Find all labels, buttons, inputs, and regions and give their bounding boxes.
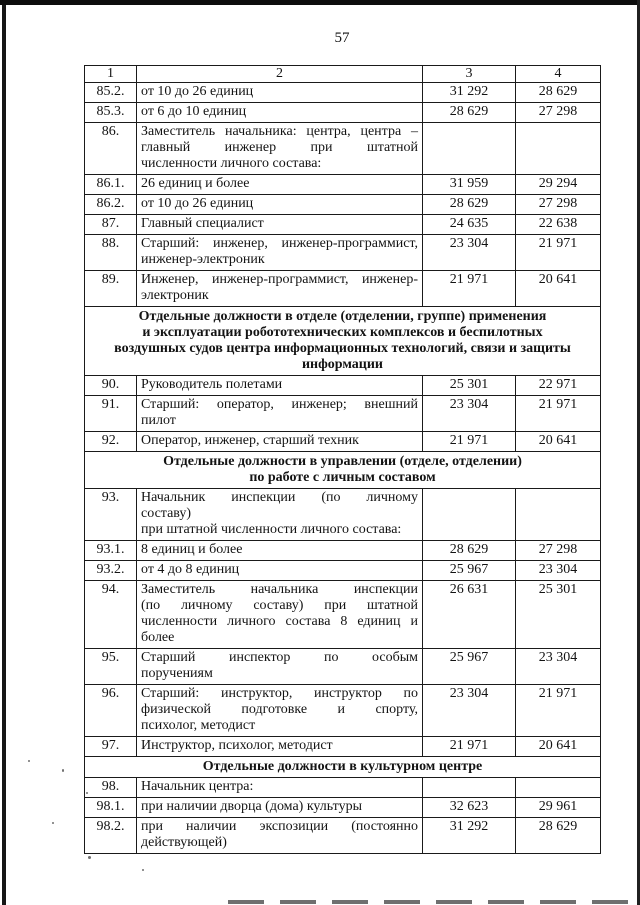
scan-speck <box>88 856 91 859</box>
value-col4-cell: 22 971 <box>516 376 601 396</box>
position-text-line: 26 единиц и более <box>141 176 250 191</box>
row-number-cell: 98. <box>85 778 137 798</box>
position-cell <box>137 561 423 581</box>
scan-border-top <box>0 0 640 5</box>
value-col3-cell: 31 292 <box>423 83 516 103</box>
row-number-cell: 89. <box>85 271 137 307</box>
row-number-cell: 97. <box>85 737 137 757</box>
value-col3-cell: 26 631 <box>423 581 516 649</box>
position-cell <box>137 215 423 235</box>
position-text-line: Руководитель полетами <box>141 377 283 392</box>
value-col4-cell: 21 971 <box>516 235 601 271</box>
position-text-line: электроник <box>141 288 209 303</box>
value-col3-cell: 31 959 <box>423 175 516 195</box>
table-row <box>85 561 601 581</box>
position-text-line: (по личному составу) при штатной <box>141 598 418 613</box>
column-header-3: 3 <box>423 66 516 83</box>
row-number-cell: 96. <box>85 685 137 737</box>
position-cell <box>137 685 423 737</box>
value-col4-cell: 25 301 <box>516 581 601 649</box>
value-col4-cell: 28 629 <box>516 818 601 854</box>
table-row <box>85 432 601 452</box>
scan-speck <box>28 760 30 762</box>
position-text-line: действующей) <box>141 835 227 850</box>
scan-speck <box>52 822 54 824</box>
value-col4-cell: 29 294 <box>516 175 601 195</box>
value-col4-cell: 27 298 <box>516 541 601 561</box>
row-number-cell: 98.2. <box>85 818 137 854</box>
position-text-line: Инструктор, психолог, методист <box>141 738 333 753</box>
position-text-line: поручениям <box>141 666 213 681</box>
position-text-line: от 10 до 26 единиц <box>141 84 254 99</box>
position-text-line: Заместитель начальника: центра, центра – <box>141 124 418 139</box>
position-text-line: Инженер, инженер-программист, инженер- <box>141 272 418 287</box>
value-col4-cell: 20 641 <box>516 432 601 452</box>
table-row <box>85 778 601 798</box>
table-header-row <box>85 66 601 83</box>
position-text-line: Начальник инспекции (по личному <box>141 490 418 505</box>
section-title-line: воздушных судов центра информационных технологий, связи и защиты <box>114 341 571 356</box>
position-text-line: Старший: инженер, инженер-программист, <box>141 236 418 251</box>
position-text-line: Старший: оператор, инженер; внешний <box>141 397 418 412</box>
position-text-line: физической подготовке и спорту, <box>141 702 418 717</box>
value-col3-cell: 25 301 <box>423 376 516 396</box>
column-header-1: 1 <box>85 66 137 83</box>
row-number-cell: 87. <box>85 215 137 235</box>
table-row <box>85 737 601 757</box>
value-col3-cell: 23 304 <box>423 685 516 737</box>
section-title-cell <box>85 307 601 376</box>
value-col3-cell: 24 635 <box>423 215 516 235</box>
page-number: 57 <box>334 30 350 46</box>
scan-border-left <box>2 5 6 905</box>
row-number-cell: 85.2. <box>85 83 137 103</box>
value-col3-cell: 28 629 <box>423 103 516 123</box>
row-number-cell: 85.3. <box>85 103 137 123</box>
table-row <box>85 685 601 737</box>
row-number-cell: 88. <box>85 235 137 271</box>
value-col3-cell: 28 629 <box>423 541 516 561</box>
row-number-cell: 93.1. <box>85 541 137 561</box>
row-number-cell: 94. <box>85 581 137 649</box>
position-cell <box>137 195 423 215</box>
value-col3-cell: 28 629 <box>423 195 516 215</box>
table-row <box>85 581 601 649</box>
value-col4-cell <box>516 123 601 175</box>
value-col4-cell: 21 971 <box>516 396 601 432</box>
value-col4-cell: 27 298 <box>516 103 601 123</box>
position-text-line: Заместитель начальника инспекции <box>141 582 418 597</box>
value-col3-cell <box>423 123 516 175</box>
value-col4-cell: 20 641 <box>516 737 601 757</box>
table-row <box>85 798 601 818</box>
value-col3-cell: 21 971 <box>423 432 516 452</box>
table-row <box>85 195 601 215</box>
section-title-cell <box>85 757 601 778</box>
position-cell <box>137 818 423 854</box>
salary-table-body <box>85 66 601 854</box>
section-title-line: по работе с личным составом <box>249 470 436 485</box>
position-cell <box>137 489 423 541</box>
row-number-cell: 86.2. <box>85 195 137 215</box>
position-text-line: психолог, методист <box>141 718 256 733</box>
value-col3-cell <box>423 489 516 541</box>
position-cell <box>137 396 423 432</box>
position-text-line: численности личного состава: <box>141 156 322 171</box>
value-col3-cell: 32 623 <box>423 798 516 818</box>
value-col4-cell: 29 961 <box>516 798 601 818</box>
position-cell <box>137 175 423 195</box>
column-header-4: 4 <box>516 66 601 83</box>
position-text-line: составу) <box>141 506 192 521</box>
row-number-cell: 92. <box>85 432 137 452</box>
table-row <box>85 235 601 271</box>
positions-salary-table <box>84 65 601 854</box>
section-title-line: и эксплуатации робототехнических комплексов и беспилотных <box>142 325 543 340</box>
row-number-cell: 91. <box>85 396 137 432</box>
table-row <box>85 489 601 541</box>
value-col3-cell: 25 967 <box>423 649 516 685</box>
value-col4-cell: 23 304 <box>516 561 601 581</box>
value-col3-cell: 23 304 <box>423 396 516 432</box>
value-col4-cell <box>516 778 601 798</box>
row-number-cell: 95. <box>85 649 137 685</box>
value-col3-cell: 23 304 <box>423 235 516 271</box>
table-row <box>85 396 601 432</box>
position-text-line: Начальник центра: <box>141 779 254 794</box>
scan-border-bottom <box>228 900 640 904</box>
position-cell <box>137 235 423 271</box>
position-cell <box>137 103 423 123</box>
position-cell <box>137 123 423 175</box>
position-cell <box>137 737 423 757</box>
row-number-cell: 93. <box>85 489 137 541</box>
position-cell <box>137 581 423 649</box>
value-col4-cell: 28 629 <box>516 83 601 103</box>
section-title-cell <box>85 452 601 489</box>
position-text-line: от 4 до 8 единиц <box>141 562 240 577</box>
table-row <box>85 215 601 235</box>
position-text-line: Старший инспектор по особым <box>141 650 418 665</box>
table-row <box>85 376 601 396</box>
position-text-line: Главный специалист <box>141 216 264 231</box>
table-row <box>85 818 601 854</box>
position-text-line: пилот <box>141 413 176 428</box>
table-row <box>85 123 601 175</box>
position-cell <box>137 541 423 561</box>
scan-speck <box>62 769 64 772</box>
position-text-line: численности личного состава 8 единиц и <box>141 614 418 629</box>
value-col3-cell: 21 971 <box>423 737 516 757</box>
position-text-line: от 6 до 10 единиц <box>141 104 247 119</box>
table-row <box>85 541 601 561</box>
row-number-cell: 86.1. <box>85 175 137 195</box>
value-col3-cell <box>423 778 516 798</box>
value-col3-cell: 21 971 <box>423 271 516 307</box>
value-col3-cell: 25 967 <box>423 561 516 581</box>
position-cell <box>137 83 423 103</box>
section-row <box>85 757 601 778</box>
position-text-line: 8 единиц и более <box>141 542 243 557</box>
value-col4-cell: 20 641 <box>516 271 601 307</box>
table-row <box>85 271 601 307</box>
row-number-cell: 86. <box>85 123 137 175</box>
value-col4-cell: 27 298 <box>516 195 601 215</box>
scan-speck <box>142 869 144 871</box>
value-col4-cell: 21 971 <box>516 685 601 737</box>
section-row <box>85 452 601 489</box>
value-col3-cell: 31 292 <box>423 818 516 854</box>
value-col4-cell <box>516 489 601 541</box>
row-number-cell: 98.1. <box>85 798 137 818</box>
section-title-line: информации <box>301 357 384 372</box>
section-row <box>85 307 601 376</box>
table-row <box>85 649 601 685</box>
position-text-line: от 10 до 26 единиц <box>141 196 254 211</box>
position-text-line: при штатной численности личного состава: <box>141 522 402 537</box>
value-col4-cell: 22 638 <box>516 215 601 235</box>
position-cell <box>137 432 423 452</box>
position-text-line: более <box>141 630 175 645</box>
table-row <box>85 103 601 123</box>
position-text-line: при наличии дворца (дома) культуры <box>141 799 362 814</box>
position-text-line: при наличии экспозиции (постоянно <box>141 819 418 834</box>
column-header-2: 2 <box>137 66 423 83</box>
section-title-line: Отдельные должности в управлении (отделе, отделении) <box>163 454 522 469</box>
position-text-line: инженер-электроник <box>141 252 265 267</box>
table-row <box>85 83 601 103</box>
value-col4-cell: 23 304 <box>516 649 601 685</box>
position-cell <box>137 649 423 685</box>
section-title-line: Отдельные должности в отделе (отделении, группе) применения <box>138 309 547 324</box>
position-cell <box>137 778 423 798</box>
position-text-line: Старший: инструктор, инструктор по <box>141 686 418 701</box>
section-title-line: Отдельные должности в культурном центре <box>202 759 483 774</box>
table-row <box>85 175 601 195</box>
row-number-cell: 93.2. <box>85 561 137 581</box>
position-text-line: Оператор, инженер, старший техник <box>141 433 359 448</box>
row-number-cell: 90. <box>85 376 137 396</box>
position-cell <box>137 271 423 307</box>
position-cell <box>137 798 423 818</box>
position-text-line: главный инженер при штатной <box>141 140 418 155</box>
position-cell <box>137 376 423 396</box>
